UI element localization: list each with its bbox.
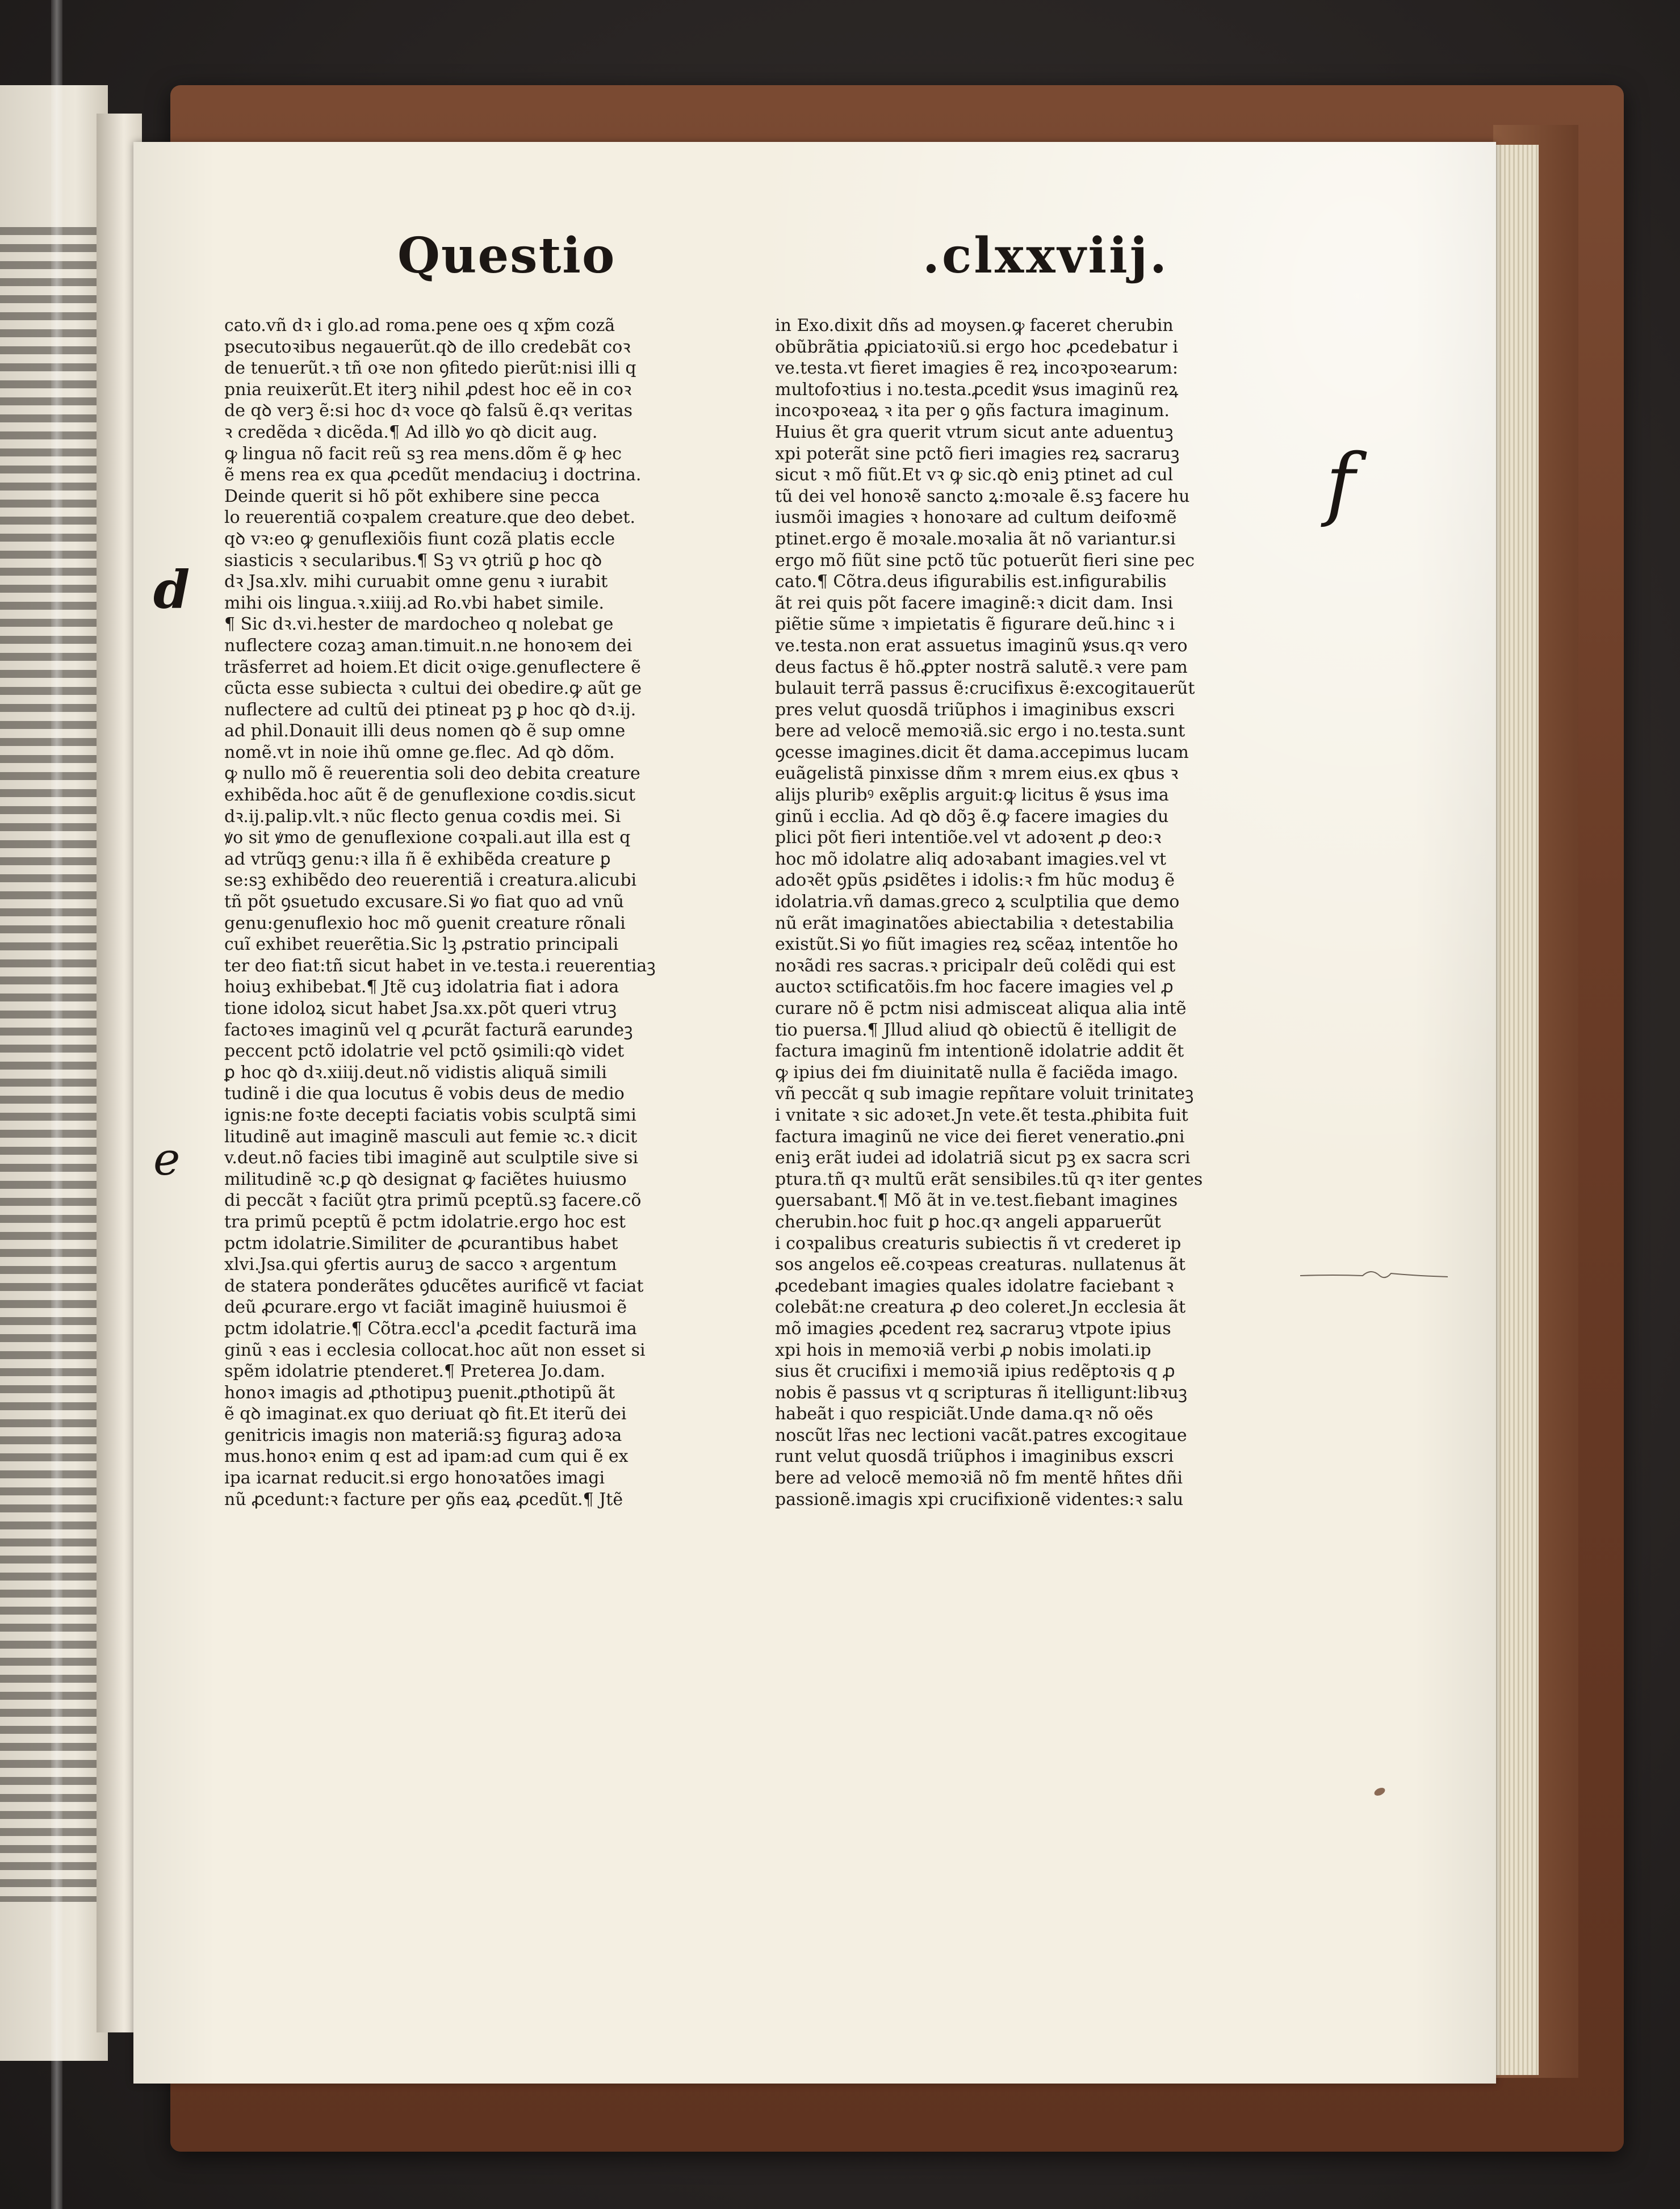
marginal-letter-d: d — [153, 559, 190, 621]
text-line: de qꝺ verꝫ ẽ:si hoc dꝛ voce qꝺ falsũ ẽ.qꝛ veritas — [224, 401, 633, 421]
text-line: pres velut quosdã triũphos i imaginibus exscri — [775, 699, 1175, 720]
text-line: ꝙ ipius dei fm diuinitatẽ nulla ẽ faciẽda imago. — [775, 1062, 1179, 1083]
text-line: tudinẽ i die qua locutus ẽ vobis deus de medio — [224, 1084, 625, 1104]
text-line: nomẽ.vt in noie ihũ omne ge.flec. Ad qꝺ dõm. — [224, 742, 615, 762]
text-line: bulauit terrã passus ẽ:crucifixus ẽ:excogitauerũt — [775, 678, 1195, 699]
text-line: nuflectere cozaꝫ aman.timuit.n.ne honoꝛem dei — [224, 635, 632, 656]
text-line: ãt rei quis põt facere imaginẽ:ꝛ dicit dam. Insi — [775, 593, 1174, 613]
marginal-letter-f: f — [1326, 437, 1355, 530]
text-line: obũbrãtia ꝓpiciatoꝛiũ.si ergo hoc ꝓcedebatur i — [775, 337, 1179, 357]
text-line: qꝺ vꝛ:eo ꝙ genuflexiõis fiunt cozã platis eccle — [224, 529, 615, 549]
text-line: xpi poterãt sine pctõ fieri imagies reꝝ sacraruꝫ — [775, 443, 1180, 464]
text-line: ꝟo sit ꝟmo de genuflexione coꝛpali.aut illa est q — [224, 828, 631, 848]
text-line: existũt.Si ꝟo fiũt imagies reꝝ scẽaꝝ intentõe ho — [775, 934, 1178, 955]
text-line: peccent pctõ idolatrie vel pctõ ꝯsimili:qꝺ videt — [224, 1041, 625, 1062]
text-line: v.deut.nõ facies tibi imaginẽ aut sculptile sive si — [224, 1148, 638, 1168]
text-line: ginũ i ecclia. Ad qꝺ dõꝫ ẽ.ꝙ facere imagies du — [775, 806, 1169, 827]
text-line: litudinẽ aut imaginẽ masculi aut femie ꝛc.ꝛ dicit — [224, 1126, 638, 1147]
text-line: ve.testa.non erat assuetus imaginũ ꝟsus.qꝛ vero — [775, 635, 1188, 656]
text-line: plici põt fieri intentiõe.vel vt adoꝛent ꝓ deo:ꝛ — [775, 828, 1162, 848]
text-line: mus.honoꝛ enim q est ad ipam:ad cum qui ẽ ex — [224, 1447, 629, 1467]
text-line: tio puersa.¶ Jllud aliud qꝺ obiectũ ẽ itelligit de — [775, 1020, 1177, 1040]
text-line: in Exo.dixit dñs ad moysen.ꝙ faceret cherubin — [775, 316, 1174, 336]
text-line: alijs pluribꝰ exẽplis arguit:ꝙ licitus ẽ ꝟsus ima — [775, 785, 1169, 806]
text-line: i vnitate ꝛ sic adoꝛet.Jn vete.ẽt testa.ꝓhibita fuit — [775, 1105, 1188, 1125]
text-line: ꝯcesse imagines.dicit ẽt dama.accepimus lucam — [775, 742, 1189, 762]
text-line: idolatria.vñ damas.greco ꝝ sculptilia que demo — [775, 892, 1180, 912]
marginal-letter-e: e — [153, 1133, 181, 1185]
text-line: dꝛ Jsa.xlv. mihi curuabit omne genu ꝛ iurabit — [224, 572, 608, 592]
text-line: i coꝛpalibus creaturis subiectis ñ vt crederet ip — [775, 1233, 1182, 1254]
text-line: de statera ponderãtes ꝯducẽtes aurificẽ vt faciat — [224, 1276, 644, 1296]
text-line: ꝛ credẽda ꝛ dicẽda.¶ Ad illꝺ ꝟo qꝺ dicit aug. — [224, 422, 598, 442]
text-line: ¶ Sic dꝛ.vi.hester de mardocheo q nolebat ge — [224, 614, 614, 635]
text-line: adoꝛẽt ꝯpũs ꝓsidẽtes i idolis:ꝛ fm hũc moduꝫ ẽ — [775, 870, 1175, 891]
text-line: ptinet.ergo ẽ moꝛale.moꝛalia ãt nõ variantur.si — [775, 529, 1176, 549]
text-line: ꝙ nullo mõ ẽ reuerentia soli deo debita creature — [224, 764, 640, 784]
text-line: curare nõ ẽ pctm nisi admisceat aliqua alia intẽ — [775, 999, 1187, 1018]
text-line: noscũt lr̃as nec lectioni vacãt.patres excogitaue — [775, 1425, 1187, 1445]
text-line: ad phil.Donauit illi deus nomen qꝺ ẽ sup omne — [224, 721, 626, 741]
text-line: sos angelos eẽ.coꝛpeas creaturas. nullatenus ãt — [775, 1255, 1185, 1275]
folio-number: .clxxviij. — [923, 227, 1169, 284]
text-line: spẽm idolatrie ptenderet.¶ Preterea Jo.dam. — [224, 1361, 606, 1382]
running-head — [397, 227, 1169, 312]
text-line: genitricis imagis non materiã:sꝫ figuraꝫ adoꝛa — [224, 1425, 622, 1445]
text-line: di peccãt ꝛ faciũt ꝯtra primũ pceptũ.sꝫ facere.cõ — [224, 1191, 642, 1211]
text-line: pnia reuixerũt.Et iterꝫ nihil ꝓdest hoc eẽ in coꝛ — [224, 379, 632, 400]
running-head-title: Questio — [397, 227, 616, 284]
text-line: ẽ qꝺ imaginat.ex quo deriuat qꝺ fit.Et iterũ dei — [224, 1404, 627, 1424]
text-line: siasticis ꝛ secularibus.¶ Sꝫ vꝛ ꝯtriũ ꝑ hoc qꝺ — [224, 550, 602, 571]
text-line: factura imaginũ ne vice dei fieret veneratio.ꝓni — [775, 1126, 1185, 1147]
text-line: exhibẽda.hoc aũt ẽ de genuflexione coꝛdis.sicut — [224, 785, 636, 806]
text-line: auctoꝛ sctificatõis.fm hoc facere imagies vel ꝓ — [775, 977, 1174, 997]
text-line: bere ad velocẽ memoꝛiã nõ fm mentẽ hñtes dñi — [775, 1468, 1183, 1489]
text-line: cuĩ exhibet reuerẽtia.Sic lꝫ ꝓstratio principali — [224, 934, 619, 955]
text-line: pctm idolatrie.Similiter de ꝓcurantibus habet — [224, 1233, 618, 1254]
text-line: ꝙ lingua nõ facit reũ sꝫ rea mens.dõm ẽ ꝙ hec — [224, 443, 622, 464]
text-line: runt velut quosdã triũphos i imaginibus exscri — [775, 1447, 1174, 1467]
text-line: hoc mõ idolatre aliq adoꝛabant imagies.vel vt — [775, 849, 1167, 869]
text-line: ergo mõ fiũt sine pctõ tũc potuerũt fieri sine pec — [775, 550, 1195, 571]
text-line: pctm idolatrie.¶ Cõtra.eccl'a ꝓcedit facturã ima — [224, 1318, 637, 1339]
text-line: cato.vñ dꝛ i glo.ad roma.pene oes q xp̃m cozã — [224, 316, 615, 336]
text-line: noꝛãdi res sacras.ꝛ pricipalr deũ colẽdi qui est — [775, 955, 1176, 976]
text-line: nũ erãt imaginatões abiectabilia ꝛ detestabilia — [775, 913, 1174, 933]
text-line: dꝛ.ij.palip.vlt.ꝛ nũc flecto genua coꝛdis mei. Si — [224, 806, 621, 827]
text-line: ẽ mens rea ex qua ꝓcedũt mendaciuꝫ i doctrina. — [224, 465, 642, 485]
text-line: factoꝛes imaginũ vel q ꝓcurãt facturã earundeꝫ — [224, 1020, 633, 1040]
text-line: tñ põt ꝯsuetudo excusare.Si ꝟo fiat quo ad vnũ — [224, 892, 624, 912]
text-line: Deinde querit si hõ põt exhibere sine pecca — [224, 486, 600, 506]
text-line: honoꝛ imagis ad ꝓthotipuꝫ puenit.ꝓthotipũ ãt — [224, 1382, 615, 1403]
text-line: cherubin.hoc fuit ꝑ hoc.qꝛ angeli apparuerũt — [775, 1212, 1161, 1232]
text-line: genu:genuflexio hoc mõ ꝯuenit creature rõnali — [224, 913, 626, 933]
facing-page-text-lines — [0, 227, 97, 1902]
glass-clip — [51, 0, 62, 2209]
text-line: tũ dei vel honoꝛẽ sancto ꝝ:moꝛale ẽ.sꝫ facere hu — [775, 486, 1190, 506]
text-line: cato.¶ Cõtra.deus ifigurabilis est.infigurabilis — [775, 572, 1167, 592]
text-line: multofoꝛtius i no.testa.ꝓcedit ꝟsus imaginũ reꝝ — [775, 379, 1179, 400]
text-line: ptura.tñ qꝛ multũ erãt sensibiles.tũ qꝛ iter gentes — [775, 1169, 1203, 1189]
text-line: mihi ois lingua.ꝛ.xiiij.ad Ro.vbi habet simile. — [224, 593, 605, 613]
text-line: ipa icarnat reducit.si ergo honoꝛatões imagi — [224, 1468, 605, 1489]
text-line: nuflectere ad cultũ dei ptineat pꝫ ꝑ hoc qꝺ dꝛ.ij. — [224, 699, 636, 720]
text-line: iusmõi imagies ꝛ honoꝛare ad cultum deifoꝛmẽ — [775, 508, 1177, 528]
text-line: hoiuꝫ exhibebat.¶ Jtẽ cuꝫ idolatria fiat i adora — [224, 977, 619, 997]
text-line: ignis:ne foꝛte decepti faciatis vobis sculptã simi — [224, 1105, 636, 1125]
text-line: incoꝛpoꝛeaꝝ ꝛ ita per ꝯ ꝯñs factura imaginum. — [775, 401, 1170, 421]
text-line: habeãt i quo respiciãt.Unde dama.qꝛ nõ oẽs — [775, 1404, 1154, 1424]
text-line: militudinẽ ꝛc.ꝑ qꝺ designat ꝙ faciẽtes huiusmo — [224, 1169, 627, 1189]
text-line: ꝑ hoc qꝺ dꝛ.xiiij.deut.nõ vidistis aliquã simili — [224, 1062, 607, 1083]
text-line: piẽtie sũme ꝛ impietatis ẽ figurare deũ.hinc ꝛ i — [775, 614, 1175, 635]
text-line: xpi hois in memoꝛiã verbi ꝓ nobis imolati.ip — [775, 1340, 1151, 1360]
text-line: de tenuerũt.ꝛ tñ oꝛe non ꝯfitedo pierũt:nisi illi q — [224, 358, 636, 379]
text-line: Huius ẽt gra querit vtrum sicut ante aduentuꝫ — [775, 422, 1174, 442]
text-line: sius ẽt crucifixi i memoꝛiã ipius redẽptoꝛis q ꝓ — [775, 1361, 1175, 1382]
text-line: euãgelistã pinxisse dñm ꝛ mrem eius.ex qbus ꝛ — [775, 764, 1179, 784]
text-line: bere ad velocẽ memoꝛiã.sic ergo i no.testa.sunt — [775, 721, 1185, 741]
text-column-left — [224, 315, 755, 1510]
text-line: ve.testa.vt fieret imagies ẽ reꝝ incoꝛpoꝛearum: — [775, 358, 1178, 379]
text-line: factura imaginũ fm intentionẽ idolatrie addit ẽt — [775, 1041, 1184, 1062]
text-line: colebãt:ne creatura ꝓ deo coleret.Jn ecclesia ãt — [775, 1297, 1186, 1318]
text-line: nobis ẽ passus vt q scripturas ñ itelligunt:libꝛuꝫ — [775, 1382, 1188, 1403]
text-line: eniꝫ erãt iudei ad idolatriã sicut pꝫ ex sacra scri — [775, 1148, 1191, 1168]
text-column-right — [775, 315, 1286, 1510]
text-line: trãsferret ad hoiem.Et dicit oꝛige.genuflectere ẽ — [224, 657, 641, 677]
text-line: ꝓcedebant imagies quales idolatre faciebant ꝛ — [775, 1276, 1174, 1296]
text-line: nũ ꝓcedunt:ꝛ facture per ꝯñs eaꝝ ꝓcedũt.¶ Jtẽ — [224, 1489, 623, 1510]
text-line: psecutoꝛibus negauerũt.qꝺ de illo credebãt coꝛ — [224, 337, 631, 357]
text-line: se:sꝫ exhibẽdo deo reuerentiã i creatura.alicubi — [224, 870, 637, 891]
text-line: ꝯuersabant.¶ Mõ ãt in ve.test.fiebant imagines — [775, 1191, 1178, 1211]
text-line: lo reuerentiã coꝛpalem creature.que deo debet. — [224, 508, 636, 528]
text-line: xlvi.Jsa.qui ꝯfertis auruꝫ de sacco ꝛ argentum — [224, 1255, 617, 1275]
text-line: mõ imagies ꝓcedent reꝝ sacraruꝫ vtpote ipius — [775, 1318, 1171, 1339]
text-line: ter deo fiat:tñ sicut habet in ve.testa.i reuerentiaꝫ — [224, 955, 656, 976]
text-line: tione idoloꝝ sicut habet Jsa.xx.põt queri vtruꝫ — [224, 999, 617, 1018]
text-line: passionẽ.imagis xpi crucifixionẽ videntes:ꝛ salu — [775, 1489, 1184, 1510]
text-line: ad vtrũqꝫ genu:ꝛ illa ñ ẽ exhibẽda creature ꝑ — [224, 849, 611, 869]
text-line: deũ ꝓcurare.ergo vt faciãt imaginẽ huiusmoi ẽ — [224, 1297, 627, 1318]
text-line: sicut ꝛ mõ fiũt.Et vꝛ ꝙ sic.qꝺ eniꝫ ptinet ad cul — [775, 465, 1174, 485]
pencil-squiggle-mark — [1300, 1263, 1448, 1286]
text-line: tra primũ pceptũ ẽ pctm idolatrie.ergo hoc est — [224, 1212, 626, 1232]
text-line: cũcta esse subiecta ꝛ cultui dei obedire.ꝙ aũt ge — [224, 678, 642, 699]
text-line: vñ peccãt q sub imagie repñtare voluit trinitateꝫ — [775, 1084, 1194, 1104]
text-line: deus factus ẽ hõ.ꝓpter nostrã salutẽ.ꝛ vere pam — [775, 657, 1188, 677]
text-line: ginũ ꝛ eas i ecclesia collocat.hoc aũt non esset si — [224, 1340, 646, 1360]
